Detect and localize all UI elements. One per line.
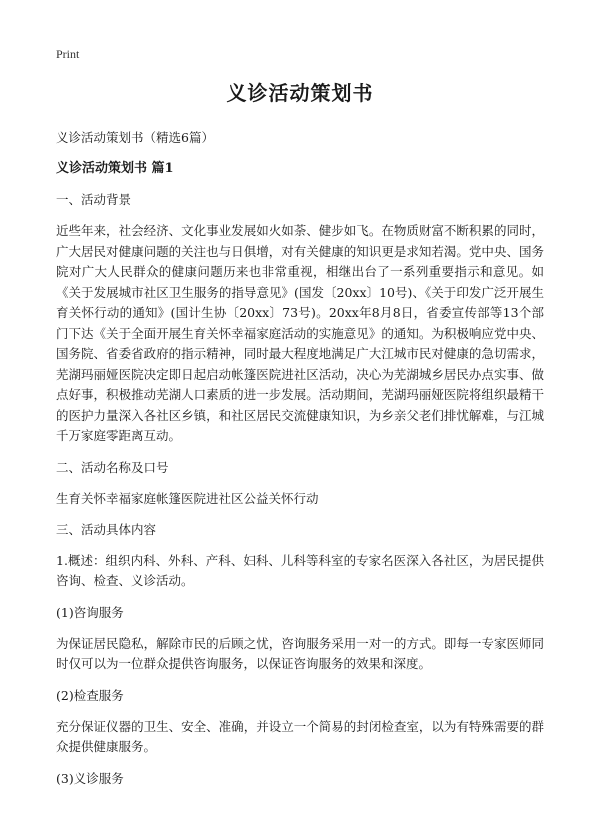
- paragraph-consulting: 为保证居民隐私，解除市民的后顾之忧，咨询服务采用一对一的方式。即每一专家医师同时仅可以为一位群众提供咨询服务，以保证咨询服务的效果和深度。: [56, 635, 544, 671]
- page-title: 义诊活动策划书: [226, 81, 374, 105]
- section-title: 义诊活动策划书 篇1: [56, 161, 174, 176]
- heading-background: 一、活动背景: [56, 192, 132, 207]
- subheading-examination: (2)检查服务: [56, 687, 124, 703]
- document-subtitle: 义诊活动策划书（精选6篇）: [56, 130, 214, 145]
- paragraph-background: 近些年来，社会经济、文化事业发展如火如荼、健步如飞。在物质财富不断积累的同时，广大居民对健康问题的关注也与日俱增，对有关健康的知识更是求知若渴。党中央、国务院对广大人民群众的健康问题历来也非常重视，相继出台了一系列重要指示和意见。如《关于发展城市社区卫生服务的指导意见》(国发〔20xx〕10号)、《关于印发广泛开展生育关怀行动的通知》(国计生协〔20xx〕73号)。20xx年8月8日，省委宣传部等13个部门下达《关于全面开展生育关怀幸福家庭活动的实施意见》的通知。为积极响应党中央、国务院、省委省政府的指示精神，同时最大程度地满足广大江城市民对健康的急切需求，芜湖玛丽娅医院决定即日起启动帐篷医院进社区活动，决心为芜湖城乡居民办点实事、做点好事，积极推动芜湖人口素质的进一步发展。活动期间，芜湖玛丽娅医院将组织最精干的医护力量深入各社区乡镇，和社区居民交流健康知识，为乡亲父老们排忧解难，与江城千万家庭零距离互动。: [56, 223, 544, 443]
- paragraph-overview: 1.概述：组织内科、外科、产科、妇科、儿科等科室的专家名医深入各社区，为居民提供咨询、检查、义诊活动。: [56, 552, 544, 588]
- paragraph-activity-name: 生育关怀幸福家庭帐篷医院进社区公益关怀行动: [56, 490, 319, 506]
- heading-activity-content: 三、活动具体内容: [56, 521, 157, 537]
- heading-activity-name: 二、活动名称及口号: [56, 459, 169, 475]
- subheading-consulting: (1)咨询服务: [56, 604, 124, 620]
- paragraph-examination: 充分保证仪器的卫生、安全、准确，并设立一个简易的封闭检查室，以为有特殊需要的群众提供健康服务。: [56, 718, 544, 754]
- subheading-free-clinic: (3)义诊服务: [56, 770, 124, 786]
- print-link[interactable]: Print: [56, 47, 80, 61]
